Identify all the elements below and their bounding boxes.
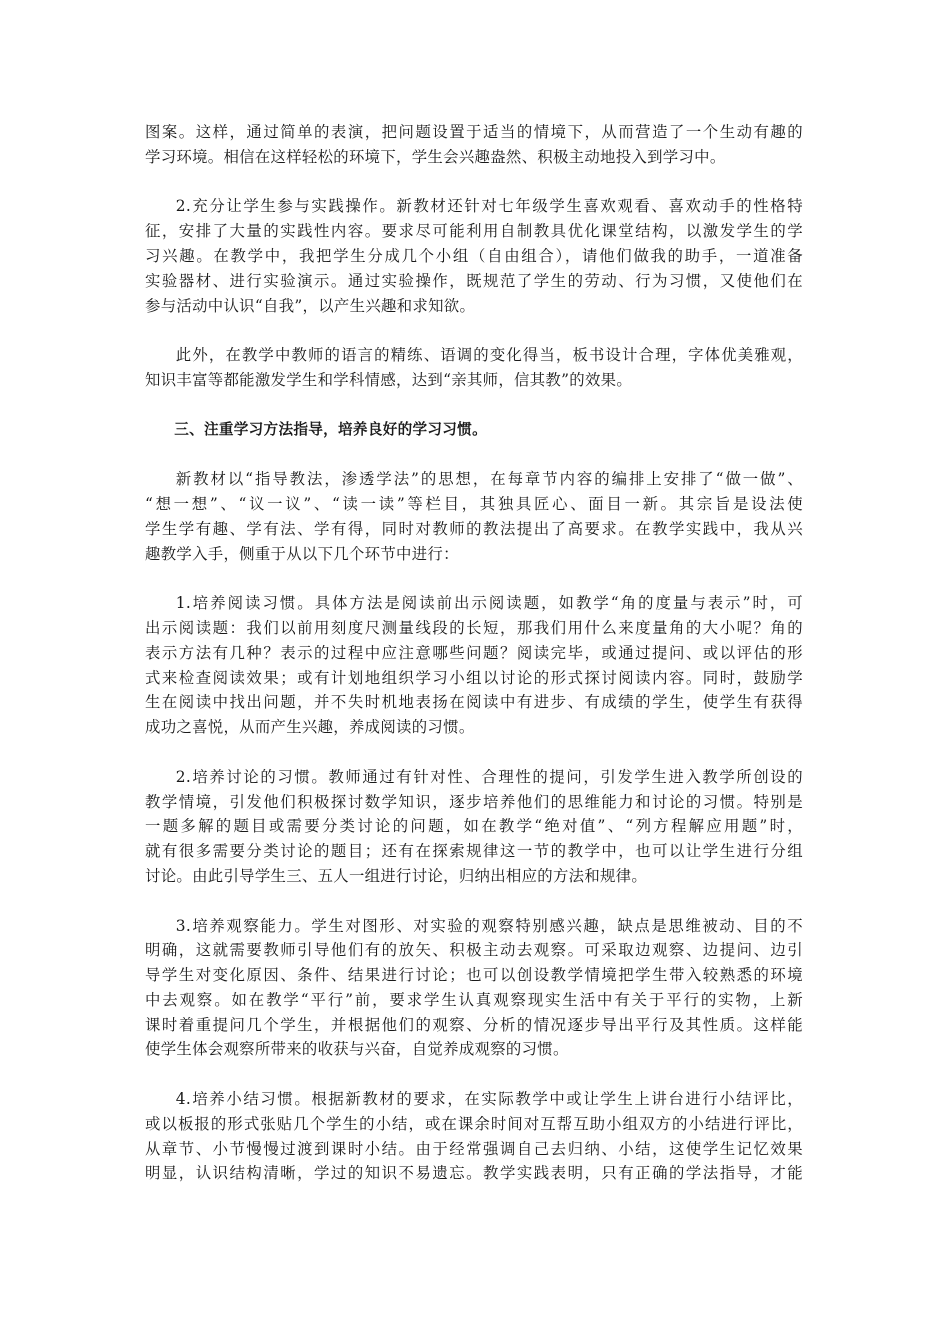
text-line: 1.培养阅读习惯。具体方法是阅读前出示阅读题，如教学“角的度量与表示”时，可 xyxy=(175,594,803,613)
paragraph-reading-habit xyxy=(145,591,803,740)
paragraph-practice xyxy=(145,194,803,318)
text-line: 参与活动中认识“自我”，以产生兴趣和求知欲。 xyxy=(145,296,476,315)
text-line: 一题多解的题目或需要分类讨论的问题，如在教学“绝对值”、“列方程解应用题”时， xyxy=(145,817,803,836)
paragraph-teacher-language xyxy=(145,343,803,393)
text-line: 从章节、小节慢慢过渡到课时小结。由于经常强调自己去归纳、小结，这使学生记忆效果 xyxy=(145,1139,803,1158)
section-heading: 三、注重学习方法指导，培养良好的学习习惯。 xyxy=(174,420,487,438)
text-line: 讨论。由此引导学生三、五人一组进行讨论，归纳出相应的方法和规律。 xyxy=(145,866,648,885)
text-line: 新教材以“指导教法，渗透学法”的思想，在每章节内容的编排上安排了“做一做”、 xyxy=(175,470,803,489)
text-line: 明显，认识结构清晰，学过的知识不易遗忘。教学实践表明，只有正确的学法指导，才能 xyxy=(145,1164,803,1183)
text-line: 知识丰富等都能激发学生和学科情感，达到“亲其师，信其教”的效果。 xyxy=(145,370,633,389)
text-line: 就有很多需要分类讨论的题目；还有在探索规律这一节的教学中，也可以让学生进行分组 xyxy=(145,842,803,861)
text-line: 征，安排了大量的实践性内容。要求尽可能利用自制教具优化课堂结构，以激发学生的学 xyxy=(145,222,803,241)
text-line: 生在阅读中找出问题，并不失时机地表扬在阅读中有进步、有成绩的学生，使学生有获得 xyxy=(145,693,803,712)
text-line: 图案。这样，通过简单的表演，把问题设置于适当的情境下，从而营造了一个生动有趣的 xyxy=(145,123,803,141)
text-line: 2.培养讨论的习惯。教师通过有针对性、合理性的提问，引发学生进入教学所创设的 xyxy=(175,767,803,786)
paragraph-observation-ability xyxy=(145,914,803,1063)
text-line: 或以板报的形式张贴几个学生的小结，或在课余时间对互帮互助小组双方的小结进行评比， xyxy=(145,1114,803,1133)
text-line: 实验器材、进行实验演示。通过实验操作，既规范了学生的劳动、行为习惯，又使他们在 xyxy=(145,271,803,290)
text-line: 中去观察。如在教学“平行”前，要求学生认真观察现实生活中有关于平行的实物，上新 xyxy=(145,990,803,1009)
text-line: 习兴趣。在教学中，我把学生分成几个小组（自由组合），请他们做我的助手，一道准备 xyxy=(145,246,803,265)
paragraph-intro-end xyxy=(145,120,803,170)
text-line: 式来检查阅读效果；或有计划地组织学习小组以讨论的形式探讨阅读内容。同时，鼓励学 xyxy=(145,668,803,687)
document-page xyxy=(145,120,803,1211)
text-line: 课时着重提问几个学生，并根据他们的观察、分析的情况逐步导出平行及其性质。这样能 xyxy=(145,1015,803,1034)
text-line: 3.培养观察能力。学生对图形、对实验的观察特别感兴趣，缺点是思维被动、目的不 xyxy=(175,916,803,935)
text-line: “想一想”、“议一议”、“读一读”等栏目，其独具匠心、面目一新。其宗旨是设法使 xyxy=(145,494,803,513)
text-line: 此外，在教学中教师的语言的精练、语调的变化得当，板书设计合理，字体优美雅观， xyxy=(175,346,803,365)
text-line: 学习环境。相信在这样轻松的环境下，学生会兴趣盎然、积极主动地投入到学习中。 xyxy=(145,147,726,166)
paragraph-new-textbook xyxy=(145,467,803,566)
text-line: 2.充分让学生参与实践操作。新教材还针对七年级学生喜欢观看、喜欢动手的性格特 xyxy=(175,197,803,216)
text-line: 明确，这就需要教师引导他们有的放矢、积极主动去观察。可采取边观察、边提问、边引 xyxy=(145,941,803,960)
paragraph-summary-habit xyxy=(145,1087,803,1186)
text-line: 使学生体会观察所带来的收获与兴奋，自觉养成观察的习惯。 xyxy=(145,1040,569,1059)
text-line: 学生学有趣、学有法、学有得，同时对教师的教法提出了高要求。在教学实践中，我从兴 xyxy=(145,519,803,538)
text-line: 4.培养小结习惯。根据新教材的要求，在实际教学中或让学生上讲台进行小结评比， xyxy=(175,1090,803,1109)
text-line: 趣教学入手，侧重于从以下几个环节中进行： xyxy=(145,544,459,563)
text-line: 教学情境，引发他们积极探讨数学知识，逐步培养他们的思维能力和讨论的习惯。特别是 xyxy=(145,792,803,811)
text-line: 导学生对变化原因、条件、结果进行讨论；也可以创设教学情境把学生带入较熟悉的环境 xyxy=(145,966,803,985)
text-line: 出示阅读题：我们以前用刻度尺测量线段的长短，那我们用什么来度量角的大小呢？角的 xyxy=(145,618,803,637)
paragraph-discussion-habit xyxy=(145,765,803,889)
text-line: 成功之喜悦，从而产生兴趣，养成阅读的习惯。 xyxy=(145,718,475,737)
text-line: 表示方法有几种？表示的过程中应注意哪些问题？阅读完毕，或通过提问、或以评估的形 xyxy=(145,643,803,662)
